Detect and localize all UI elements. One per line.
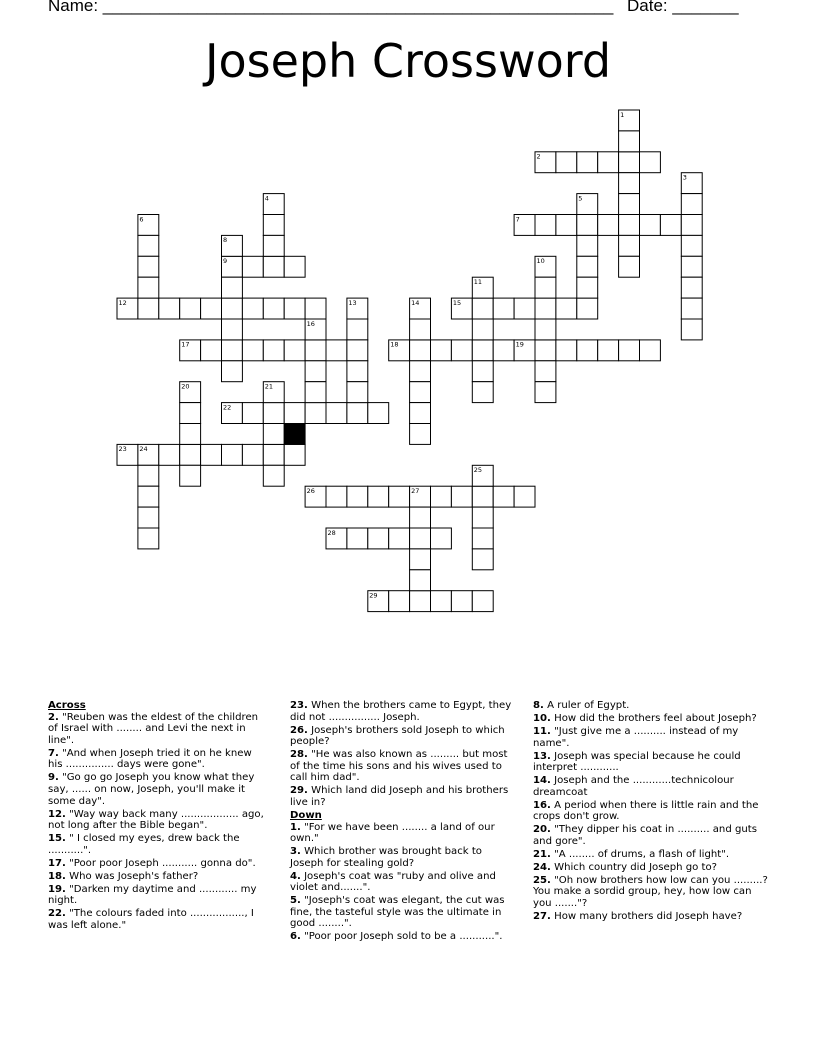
clue-across-26: 26. Joseph's brothers sold Joseph to which people? [290,724,505,748]
grid-cell[interactable] [159,444,180,465]
grid-cell[interactable] [263,298,284,319]
grid-cell[interactable] [431,591,452,612]
grid-cell[interactable] [138,507,159,528]
grid-cell[interactable] [577,235,598,256]
clue-down-16: 16. A period when there is little rain and the crops don't grow. [533,799,759,823]
clue-number-24: 24 [139,445,148,454]
grid-cell[interactable] [535,215,556,236]
clue-across-9: 9. "Go go go Joseph you know what they say, ...... on now, Joseph, you'll make it some day". [48,772,255,807]
grid-cell[interactable] [410,570,431,591]
grid-cell[interactable] [222,444,243,465]
grid-cell[interactable] [263,340,284,361]
grid-cell[interactable] [305,382,326,403]
grid-cell[interactable] [472,528,493,549]
clue-number-22: 22 [223,403,232,412]
grid-cell[interactable] [472,507,493,528]
clue-number-18: 18 [390,340,399,349]
clue-number-19: 19 [515,340,524,349]
clue-number-3: 3 [682,173,687,182]
clue-number-12: 12 [118,298,127,307]
grid-cell[interactable] [472,382,493,403]
grid-cell[interactable] [681,215,702,236]
grid-cell[interactable] [138,298,159,319]
grid-cell[interactable] [619,131,640,152]
clue-number-21: 21 [264,382,274,391]
grid-cell[interactable] [347,486,368,507]
grid-cell[interactable] [451,486,472,507]
grid-cell[interactable] [619,152,640,173]
clue-number-25: 25 [473,466,483,475]
grid-cell[interactable] [472,486,493,507]
clue-across-17: 17. "Poor poor Joseph ........... gonna do". [48,857,256,869]
grid-cell[interactable] [263,424,284,445]
grid-cell[interactable] [242,444,263,465]
clue-down-25: 25. "Oh now brothers how low can you .........? You make a sordid group, hey, how low can you ......."? [533,874,768,910]
name-field-label: Name: ______________________________________________________ [48,0,614,15]
grid-cell[interactable] [619,235,640,256]
clue-number-20: 20 [181,382,190,391]
grid-cell[interactable] [556,340,577,361]
grid-cell[interactable] [640,215,661,236]
grid-cell[interactable] [242,256,263,277]
grid-cell[interactable] [389,486,410,507]
grid-cell[interactable] [681,298,702,319]
clue-across-19: 19. "Darken my daytime and ............ my night. [48,883,257,907]
grid-cell[interactable] [556,215,577,236]
grid-cell[interactable] [577,277,598,298]
clue-down-4: 4. Joseph's coat was "ruby and olive and violet and.......". [290,870,496,894]
grid-cell[interactable] [577,215,598,236]
grid-cell[interactable] [305,340,326,361]
grid-cell[interactable] [138,528,159,549]
clue-number-15: 15 [452,298,462,307]
clue-across-28: 28. "He was also known as ......... but most of the time his sons and his wives used to call him dad". [290,749,508,784]
grid-cell[interactable] [410,361,431,382]
grid-cell[interactable] [410,403,431,424]
grid-cell[interactable] [493,486,514,507]
clue-down-6: 6. "Poor poor Joseph sold to be a ...........". [290,931,503,943]
grid-cell[interactable] [493,340,514,361]
clue-down-13: 13. Joseph was special because he could interpret ............ [533,750,741,774]
grid-cell[interactable] [472,340,493,361]
clue-down-1: 1. "For we have been ........ a land of our own." [290,821,495,845]
grid-cell[interactable] [619,256,640,277]
clue-column-1 [48,700,264,933]
grid-cell[interactable] [347,361,368,382]
grid-cell[interactable] [222,277,243,298]
clue-number-17: 17 [181,340,190,349]
grid-cell[interactable] [138,256,159,277]
page-title: Joseph Crossword [204,34,612,88]
grid-cell[interactable] [472,591,493,612]
grid-cell[interactable] [201,298,222,319]
clue-number-11: 11 [473,278,483,286]
grid-cell[interactable] [535,340,556,361]
clue-number-10: 10 [536,257,545,266]
clue-number-9: 9 [223,257,228,266]
grid-cell[interactable] [180,298,201,319]
grid-cell[interactable] [368,403,389,424]
grid-cell[interactable] [159,298,180,319]
clue-across-15: 15. " I closed my eyes, drew back the ...........". [48,833,240,856]
grid-cell[interactable] [410,528,431,549]
grid-cell[interactable] [535,382,556,403]
clue-down-27: 27. How many brothers did Joseph have? [533,911,743,922]
clue-number-29: 29 [369,591,378,600]
grid-cell[interactable] [347,403,368,424]
grid-cell[interactable] [472,361,493,382]
grid-cell[interactable] [368,486,389,507]
grid-cell[interactable] [681,319,702,340]
clue-down-5: 5. "Joseph's coat was elegant, the cut was fine, the tasteful style was the ultimate in good ........". [290,895,505,930]
grid-cell[interactable] [347,340,368,361]
grid-cell[interactable] [263,465,284,486]
clue-number-26: 26 [306,487,315,495]
grid-cell[interactable] [410,382,431,403]
grid-cell[interactable] [284,340,305,361]
grid-cell[interactable] [138,486,159,507]
grid-cell[interactable] [326,340,347,361]
grid-cell[interactable] [535,277,556,298]
grid-cell[interactable] [284,298,305,319]
grid-cell[interactable] [138,277,159,298]
grid-cell[interactable] [619,340,640,361]
grid-cell[interactable] [472,549,493,570]
grid-cell[interactable] [598,215,619,236]
grid-cell[interactable] [451,340,472,361]
grid-cell[interactable] [180,465,201,486]
grid-cell[interactable] [556,298,577,319]
grid-cell[interactable] [201,340,222,361]
clue-across-18: 18. Who was Joseph's father? [48,870,199,882]
grid-cell[interactable] [410,591,431,612]
grid-cell[interactable] [514,486,535,507]
grid-cell[interactable] [577,256,598,277]
grid-cell[interactable] [138,235,159,256]
clue-down-11: 11. "Just give me a .......... instead of my name". [533,725,739,749]
grid-cell[interactable] [326,486,347,507]
clue-number-2: 2 [536,152,541,161]
grid-cell[interactable] [180,424,201,445]
grid-cell[interactable] [410,507,431,528]
grid-cell[interactable] [681,277,702,298]
grid-cell[interactable] [472,319,493,340]
grid-cell[interactable] [410,424,431,445]
clue-number-6: 6 [139,215,144,224]
grid-cell[interactable] [619,173,640,194]
grid-cell[interactable] [640,340,661,361]
clue-down-14: 14. Joseph and the ............technicolour dreamcoat [533,775,734,798]
grid-cell[interactable] [180,444,201,465]
grid-cell[interactable] [305,361,326,382]
clue-number-4: 4 [264,194,269,203]
grid-cell[interactable] [305,298,326,319]
grid-cell[interactable] [681,235,702,256]
grid-cell[interactable] [410,319,431,340]
grid-cell[interactable] [431,486,452,507]
grid-cell[interactable] [431,528,452,549]
grid-cell[interactable] [263,256,284,277]
date-field-label: Date: _______ [627,0,739,15]
grid-cell[interactable] [263,235,284,256]
grid-cell[interactable] [410,340,431,361]
clue-number-23: 23 [118,445,127,454]
grid-cell[interactable] [535,298,556,319]
grid-cell[interactable] [242,340,263,361]
grid-cell[interactable] [472,298,493,319]
clue-number-28: 28 [327,528,336,537]
grid-cell[interactable] [598,152,619,173]
grid-cell[interactable] [222,361,243,382]
clue-number-14: 14 [411,298,420,307]
grid-cell[interactable] [263,215,284,236]
clue-across-12: 12. "Way way back many .................. ago, not long after the Bible began". [48,808,264,832]
clue-number-5: 5 [578,194,583,203]
clue-down-24: 24. Which country did Joseph go to? [533,861,717,873]
grid-cell[interactable] [451,591,472,612]
grid-cell[interactable] [222,319,243,340]
grid-cell[interactable] [535,319,556,340]
grid-cell[interactable] [389,528,410,549]
grid-cell[interactable] [577,340,598,361]
grid-cell[interactable] [514,298,535,319]
grid-cell[interactable] [138,465,159,486]
grid-cell[interactable] [577,298,598,319]
grid-cell[interactable] [222,340,243,361]
grid-cell[interactable] [180,403,201,424]
clue-down-20: 20. "They dipper his coat in .......... and guts and gore". [533,824,757,847]
clue-down-10: 10. How did the brothers feel about Joseph? [533,712,757,724]
grid-cell[interactable] [201,444,222,465]
grid-cell[interactable] [284,444,305,465]
grid-cell[interactable] [640,152,661,173]
grid-cell[interactable] [556,152,577,173]
down-heading: Down [290,809,322,821]
grid-cell[interactable] [284,403,305,424]
grid-cell[interactable] [660,215,681,236]
grid-cell[interactable] [577,152,598,173]
clue-column-2 [290,700,516,944]
grid-cell[interactable] [619,215,640,236]
clue-number-27: 27 [411,487,420,495]
grid-cell[interactable] [410,549,431,570]
grid-cell[interactable] [681,256,702,277]
clue-down-8: 8. A ruler of Egypt. [533,700,630,711]
grid-cell[interactable] [431,340,452,361]
grid-cell[interactable] [619,194,640,215]
grid-cell[interactable] [263,444,284,465]
across-heading: Across [48,700,86,711]
clue-number-16: 16 [306,319,315,328]
clue-number-13: 13 [348,298,357,307]
grid-cell[interactable] [493,298,514,319]
clue-across-23: 23. When the brothers came to Egypt, they did not ................ Joseph. [290,700,512,723]
clue-number-1: 1 [620,110,625,119]
grid-cell[interactable] [681,194,702,215]
clue-across-29: 29. Which land did Joseph and his brothers live in? [290,785,509,808]
grid-cell[interactable] [222,298,243,319]
grid-cell[interactable] [242,298,263,319]
clue-down-21: 21. "A ........ of drums, a flash of light". [533,848,730,860]
clue-number-7: 7 [515,215,520,224]
clue-down-3: 3. Which brother was brought back to Joseph for stealing gold? [290,846,482,869]
grid-cell[interactable] [284,256,305,277]
grid-cell[interactable] [347,382,368,403]
grid-cell[interactable] [263,403,284,424]
grid-black-cell [284,424,305,445]
grid-cell[interactable] [598,340,619,361]
clue-across-7: 7. "And when Joseph tried it on he knew his ............... days were gone". [48,747,252,771]
clue-column-3 [533,700,773,924]
clue-number-8: 8 [223,236,228,245]
grid-cell[interactable] [535,361,556,382]
grid-cell[interactable] [389,591,410,612]
grid-cell[interactable] [326,403,347,424]
grid-cell[interactable] [242,403,263,424]
grid-cell[interactable] [305,403,326,424]
clue-across-22: 22. "The colours faded into ................., I was left alone." [48,908,254,931]
grid-cell[interactable] [347,319,368,340]
grid-cell[interactable] [347,528,368,549]
clue-across-2: 2. "Reuben was the eldest of the children of Israel with ........ and Levi the next in line". [48,711,259,746]
grid-cell[interactable] [368,528,389,549]
